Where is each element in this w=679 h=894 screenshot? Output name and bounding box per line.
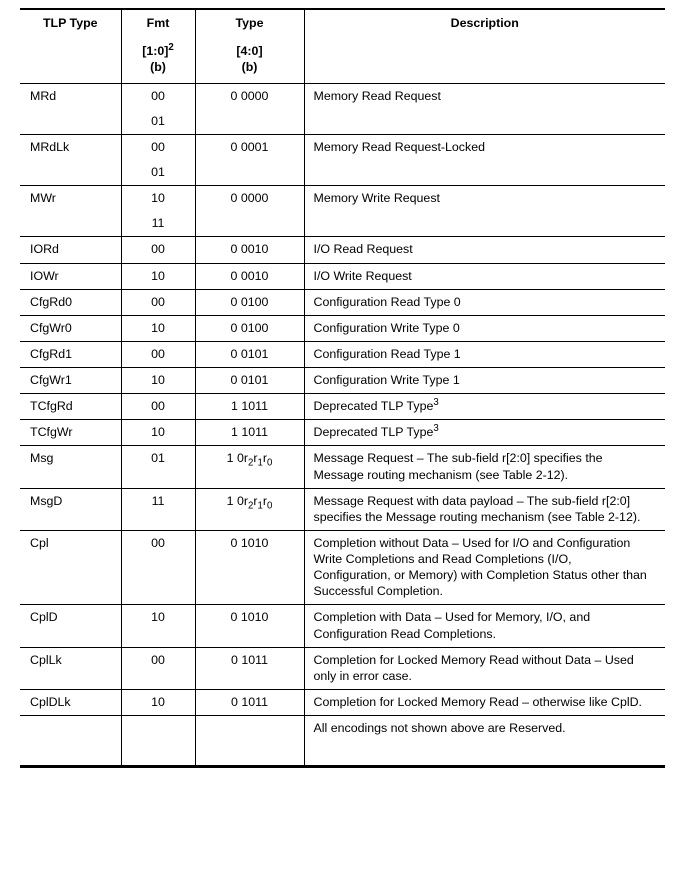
cell-type: 0 1010 xyxy=(195,605,304,647)
cell-tlp-type: IOWr xyxy=(20,263,121,289)
fmt-value: 00 xyxy=(151,294,165,309)
fmt-value: 10 xyxy=(151,373,165,387)
table-row xyxy=(20,689,665,715)
cell-description: Configuration Write Type 1 xyxy=(304,368,665,394)
table-row xyxy=(20,368,665,394)
type-subscript: 2 xyxy=(247,457,254,469)
cell-tlp-type: TCfgRd xyxy=(20,394,121,420)
cell-description: Configuration Read Type 1 xyxy=(304,341,665,367)
table-row xyxy=(20,186,665,237)
column-header-type xyxy=(195,9,304,83)
cell-type: 1 $0r_2r_1r_0$ xyxy=(195,446,304,488)
cell-tlp-type: MRdLk xyxy=(20,134,121,185)
type-subscript: 1 xyxy=(257,457,263,469)
table-row xyxy=(20,530,665,605)
cell-description: Deprecated TLP Type$^3$ xyxy=(304,394,665,420)
cell-type: 1 $0r_2r_1r_0$ xyxy=(195,488,304,530)
type-subscript: 0 xyxy=(267,500,273,512)
fmt-value: 10 xyxy=(151,268,165,283)
cell-description: Memory Read Request-Locked xyxy=(304,134,665,185)
header-row xyxy=(20,9,665,83)
fmt-header-bitrange: [1:0] xyxy=(142,43,169,58)
cell-fmt xyxy=(121,716,195,767)
cell-fmt xyxy=(121,605,195,647)
fmt-value: 11 xyxy=(151,216,165,231)
cell-tlp-type: Cpl xyxy=(20,530,121,605)
description-footnote-marker: 3 xyxy=(433,397,439,408)
cell-description: Completion for Locked Memory Read – otherwise like CplD. xyxy=(304,689,665,715)
fmt-header-bits xyxy=(126,41,191,60)
cell-fmt xyxy=(121,446,195,488)
cell-description: All encodings not shown above are Reserved. xyxy=(304,716,665,767)
table-row xyxy=(20,83,665,134)
fmt-value: 00 xyxy=(151,139,165,154)
cell-tlp-type: CplDLk xyxy=(20,689,121,715)
table-row xyxy=(20,134,665,185)
type-header-unit: (b) xyxy=(241,59,258,74)
cell-description: I/O Write Request xyxy=(304,263,665,289)
column-header-description xyxy=(304,9,665,83)
cell-tlp-type: MsgD xyxy=(20,488,121,530)
cell-description: Configuration Read Type 0 xyxy=(304,289,665,315)
cell-tlp-type: CfgWr1 xyxy=(20,368,121,394)
cell-fmt xyxy=(121,368,195,394)
cell-description: Completion without Data – Used for I/O and Configuration Write Completions and Read Completions (I/O, Configuration, or Memory) with Completion Status other than Successful Completion. xyxy=(304,530,665,605)
fmt-header-spacer xyxy=(126,32,191,44)
fmt-value: 00 xyxy=(151,88,165,103)
table-row xyxy=(20,716,665,767)
cell-type: 1 1011 xyxy=(195,394,304,420)
cell-fmt xyxy=(121,83,195,134)
cell-fmt xyxy=(121,289,195,315)
cell-tlp-type: TCfgWr xyxy=(20,420,121,446)
fmt-value: 00 xyxy=(151,399,165,414)
cell-type: 1 1011 xyxy=(195,420,304,446)
fmt-header-unit: (b) xyxy=(150,59,166,74)
cell-fmt xyxy=(121,237,195,263)
cell-fmt xyxy=(121,186,195,237)
cell-description: Deprecated TLP Type$^3$ xyxy=(304,420,665,446)
cell-fmt xyxy=(121,263,195,289)
cell-description: Message Request with data payload – The sub-field r[2:0] specifies the Message routing mechanism (see Table 2-12). xyxy=(304,488,665,530)
cell-fmt xyxy=(121,488,195,530)
table-row xyxy=(20,605,665,647)
fmt-value: 10 xyxy=(151,191,165,206)
fmt-value: 01 xyxy=(151,451,165,466)
column-header-fmt xyxy=(121,9,195,83)
table-row xyxy=(20,237,665,263)
cell-tlp-type: Msg xyxy=(20,446,121,488)
cell-type xyxy=(195,716,304,767)
cell-description: Completion for Locked Memory Read without Data – Used only in error case. xyxy=(304,647,665,689)
description-header-label: Description xyxy=(450,16,519,30)
cell-type: 0 1010 xyxy=(195,530,304,605)
fmt-value: 10 xyxy=(151,610,165,625)
type-subscript: 2 xyxy=(247,500,254,512)
cell-type: 0 0100 xyxy=(195,315,304,341)
fmt-value: 10 xyxy=(151,425,165,440)
description-footnote-marker: 3 xyxy=(433,423,439,435)
cell-fmt xyxy=(121,394,195,420)
cell-type: 0 1011 xyxy=(195,689,304,715)
type-subscript: 1 xyxy=(257,500,263,512)
fmt-value: 01 xyxy=(151,165,165,179)
cell-description: Message Request – The sub-field r[2:0] specifies the Message routing mechanism (see Table 2-12). xyxy=(304,446,665,488)
type-subscript: 0 xyxy=(267,457,273,469)
type-header-label: Type xyxy=(235,16,264,30)
cell-fmt xyxy=(121,315,195,341)
cell-description: Completion with Data – Used for Memory, I/O, and Configuration Read Completions. xyxy=(304,605,665,647)
fmt-header-footnote-marker: 2 xyxy=(168,41,174,53)
cell-type: 0 0000 xyxy=(195,186,304,237)
cell-type: 0 0101 xyxy=(195,341,304,367)
cell-tlp-type: CfgWr0 xyxy=(20,315,121,341)
cell-fmt xyxy=(121,647,195,689)
cell-description: Memory Read Request xyxy=(304,83,665,134)
fmt-value: 00 xyxy=(151,652,165,667)
cell-type: 0 0100 xyxy=(195,289,304,315)
tlp-type-header-label: TLP Type xyxy=(42,16,98,30)
table-row xyxy=(20,420,665,446)
cell-tlp-type: CfgRd0 xyxy=(20,289,121,315)
cell-type: 0 1011 xyxy=(195,647,304,689)
fmt-value: 01 xyxy=(151,113,165,128)
cell-tlp-type: IORd xyxy=(20,237,121,263)
table-body xyxy=(20,83,665,766)
fmt-value: 00 xyxy=(151,346,165,361)
table-row xyxy=(20,315,665,341)
cell-tlp-type: CfgRd1 xyxy=(20,341,121,367)
cell-type: 0 0001 xyxy=(195,134,304,185)
cell-fmt xyxy=(121,341,195,367)
fmt-value: 11 xyxy=(151,493,165,508)
cell-tlp-type: MWr xyxy=(20,186,121,237)
cell-fmt xyxy=(121,134,195,185)
cell-tlp-type: MRd xyxy=(20,83,121,134)
cell-type: 0 0010 xyxy=(195,237,304,263)
table-row xyxy=(20,263,665,289)
table-row xyxy=(20,446,665,488)
table-row xyxy=(20,289,665,315)
tlp-type-encodings-table xyxy=(20,8,665,768)
fmt-value: 10 xyxy=(151,694,165,709)
fmt-value: 00 xyxy=(151,242,165,257)
cell-description: Configuration Write Type 0 xyxy=(304,315,665,341)
cell-type: 0 0000 xyxy=(195,83,304,134)
cell-tlp-type: CplLk xyxy=(20,647,121,689)
column-header-tlp-type xyxy=(20,9,121,83)
cell-type: 0 0101 xyxy=(195,368,304,394)
table-row xyxy=(20,488,665,530)
cell-fmt xyxy=(121,530,195,605)
fmt-value: 10 xyxy=(151,320,165,335)
cell-description: Memory Write Request xyxy=(304,186,665,237)
cell-fmt xyxy=(121,689,195,715)
cell-type: 0 0010 xyxy=(195,263,304,289)
fmt-header-label: Fmt xyxy=(146,16,170,30)
cell-fmt xyxy=(121,420,195,446)
table-row xyxy=(20,394,665,420)
cell-tlp-type xyxy=(20,716,121,767)
type-header-spacer xyxy=(200,32,300,44)
table-row xyxy=(20,647,665,689)
cell-tlp-type: CplD xyxy=(20,605,121,647)
type-header-bits: [4:0] xyxy=(236,43,263,58)
cell-description: I/O Read Request xyxy=(304,237,665,263)
table-header xyxy=(20,9,665,83)
fmt-value: 00 xyxy=(151,535,165,550)
table-row xyxy=(20,341,665,367)
